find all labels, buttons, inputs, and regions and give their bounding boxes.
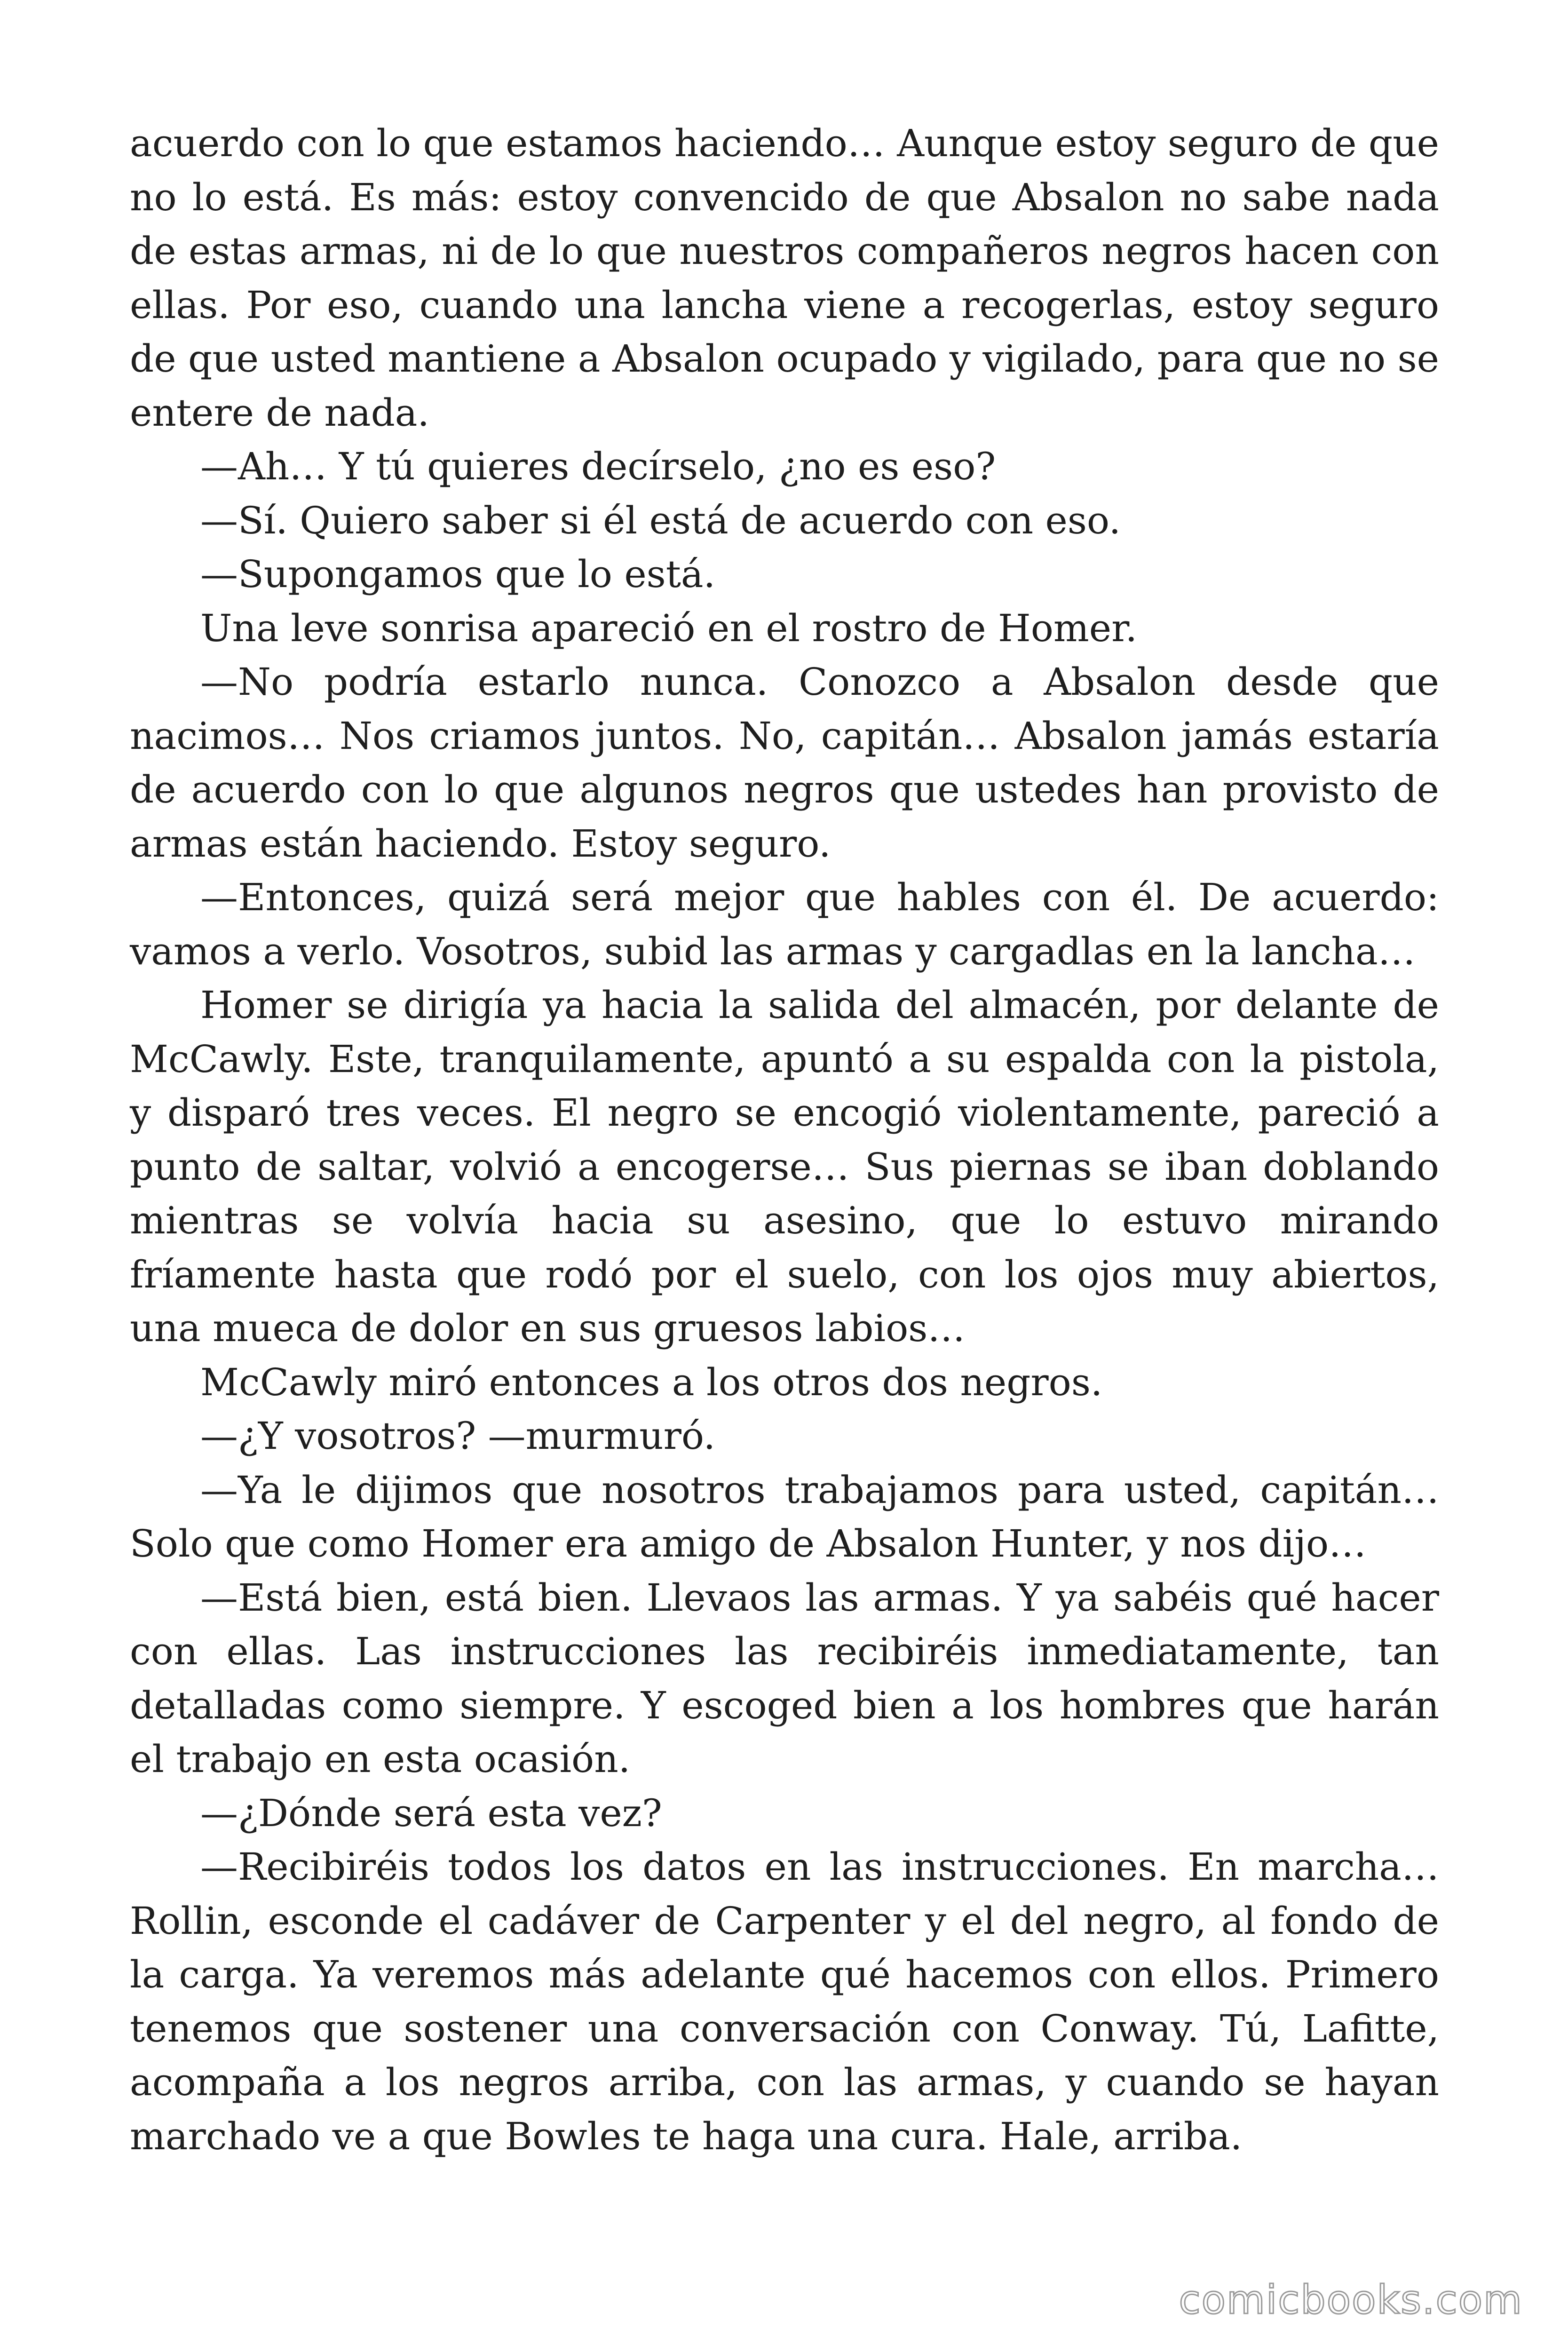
body-text [130, 117, 1439, 2163]
paragraph-3: —Sí. Quiero saber si él está de acuerdo con eso. [200, 498, 1121, 542]
paragraph-13: —¿Dónde será esta vez? [200, 1791, 662, 1835]
paragraph-10: —¿Y vosotros? —murmuró. [200, 1414, 716, 1458]
paragraph-7: —Entonces, quizá será mejor que hables con él. De acuerdo: vamos a verlo. Vosotros, subid las armas y cargadlas en la lancha… [130, 875, 1439, 973]
paragraph-2: —Ah… Y tú quieres decírselo, ¿no es eso? [200, 445, 996, 488]
paragraph-6: —No podría estarlo nunca. Conozco a Absalon desde que nacimos… Nos criamos juntos. No, capitán… Absalon jamás estaría de acuerdo con lo que algunos negros que ustedes han provisto de armas están haciendo. Estoy seguro. [130, 660, 1439, 866]
paragraph-4: —Supongamos que lo está. [200, 552, 715, 596]
paragraph-11: —Ya le dijimos que nosotros trabajamos para usted, capitán… Solo que como Homer era amigo de Absalon Hunter, y nos dijo… [130, 1468, 1439, 1565]
paragraph-1: acuerdo con lo que estamos haciendo… Aunque estoy seguro de que no lo está. Es más: estoy convencido de que Absalon no sabe nada de estas armas, ni de lo que nuestros compañeros negros hacen con ellas. Por eso, cuando una lancha viene a recogerlas, estoy seguro de que usted mantiene a Absalon ocupado y vigilado, para que no se entere de nada. [130, 121, 1439, 435]
paragraph-8: Homer se dirigía ya hacia la salida del almacén, por delante de McCawly. Este, tranquilamente, apuntó a su espalda con la pistola, y disparó tres veces. El negro se encogió violentamente, pareció a punto de saltar, volvió a encogerse… Sus piernas se iban doblando mientras se volvía hacia su asesino, que lo estuvo mirando fríamente hasta que rodó por el suelo, con los ojos muy abiertos, una mueca de dolor en sus gruesos labios… [130, 983, 1439, 1350]
watermark: comicbooks.com [1179, 2277, 1523, 2323]
paragraph-5: Una leve sonrisa apareció en el rostro de Homer. [200, 606, 1137, 650]
paragraph-12: —Está bien, está bien. Llevaos las armas. Y ya sabéis qué hacer con ellas. Las instrucciones las recibiréis inmediatamente, tan detalladas como siempre. Y escoged bien a los hombres que harán el trabajo en esta ocasión. [130, 1575, 1439, 1781]
paragraph-14: —Recibiréis todos los datos en las instrucciones. En marcha… Rollin, esconde el cadáver de Carpenter y el del negro, al fondo de la carga. Ya veremos más adelante qué hacemos con ellos. Primero tenemos que sostener una conversación con Conway. Tú, Lafitte, acompaña a los negros arriba, con las armas, y cuando se hayan marchado ve a que Bowles te haga una cura. Hale, arriba. [130, 1845, 1439, 2158]
paragraph-9: McCawly miró entonces a los otros dos negros. [200, 1360, 1103, 1404]
